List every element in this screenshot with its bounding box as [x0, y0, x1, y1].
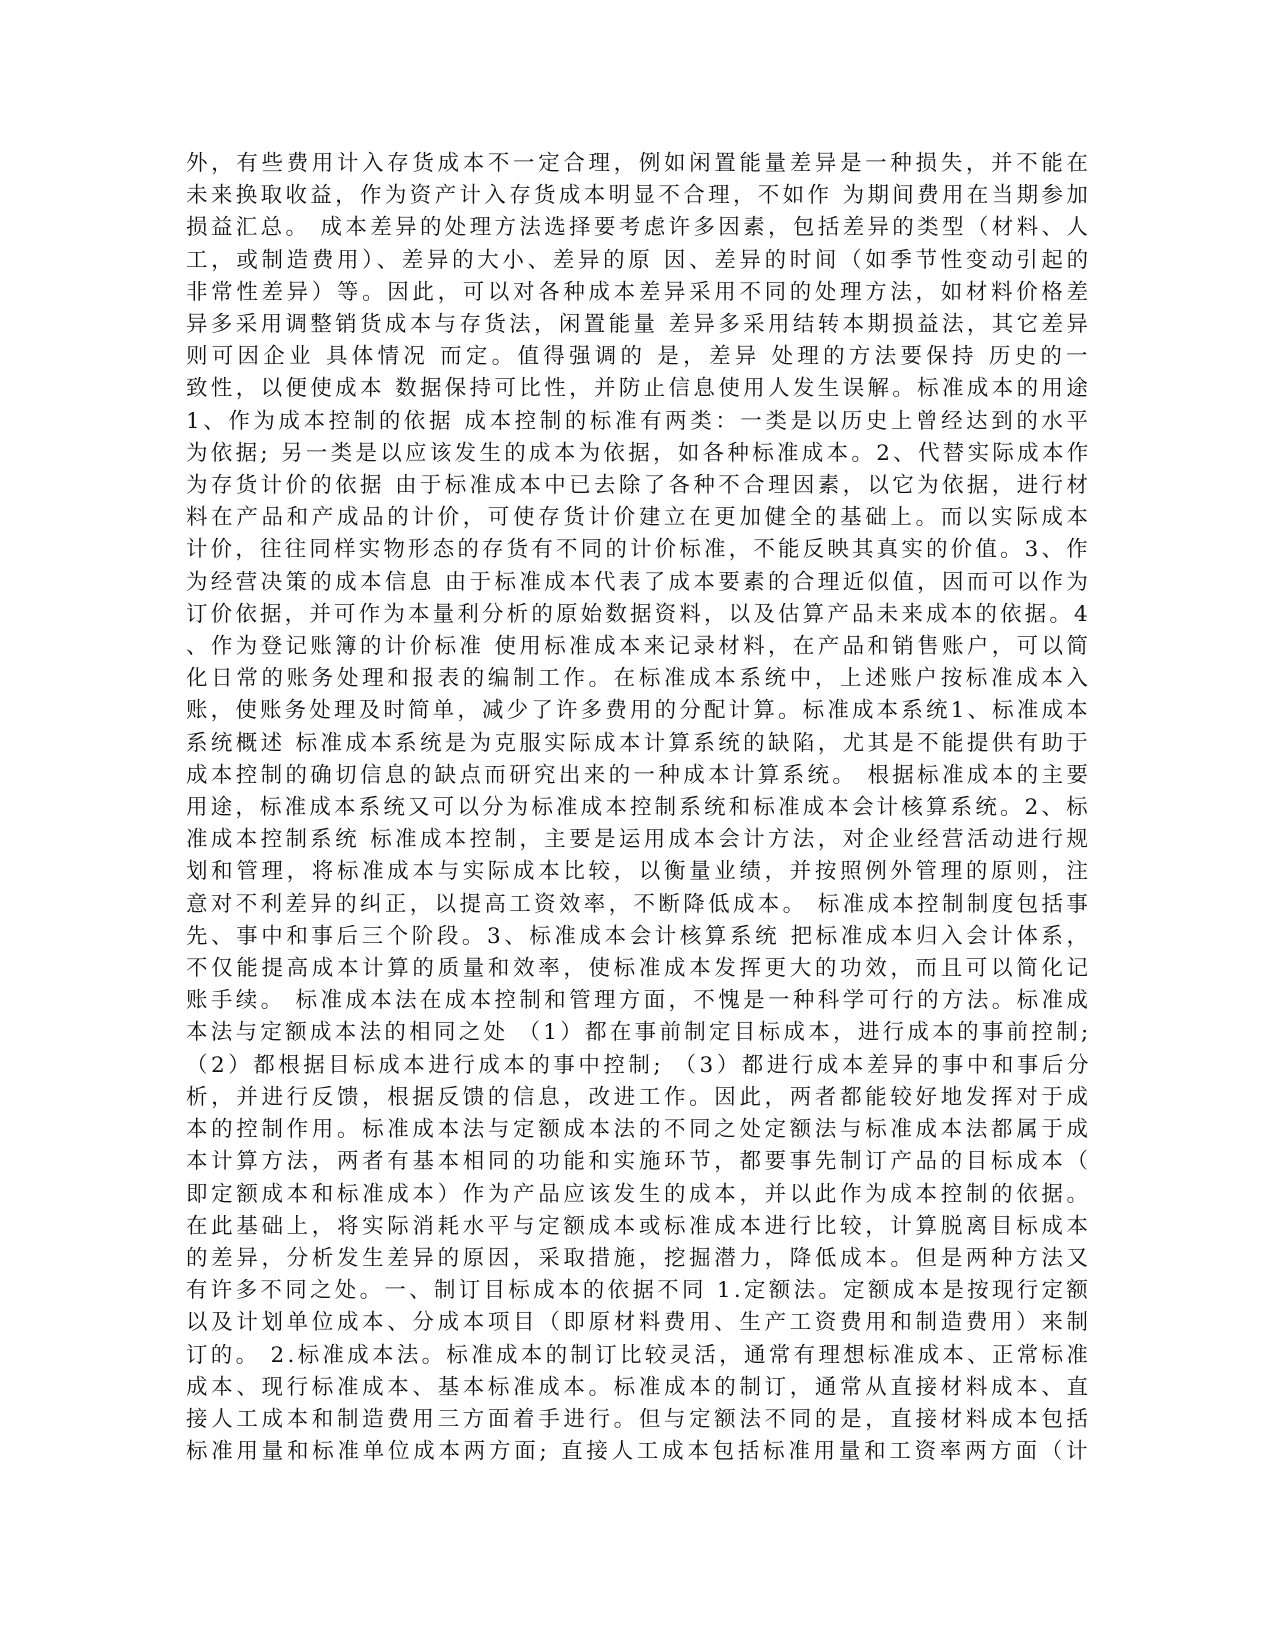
text-line: 化日常的账务处理和报表的编制工作。在标准成本系统中，上述账户按标准成本入: [186, 666, 1092, 692]
text-line: 划和管理，将标准成本与实际成本比较，以衡量业绩，并按照例外管理的原则，注: [186, 859, 1092, 885]
text-line: 意对不利差异的纠正，以提高工资效率，不断降低成本。 标准成本控制制度包括事: [186, 891, 1092, 917]
text-line: 用途，标准成本系统又可以分为标准成本控制系统和标准成本会计核算系统。2、标: [186, 795, 1091, 821]
text-line: 本计算方法，两者有基本相同的功能和实施环节，都要事先制订产品的目标成本（: [186, 1149, 1092, 1175]
text-line: 有许多不同之处。一、制订目标成本的依据不同 1.定额法。定额成本是按现行定额: [186, 1278, 1092, 1304]
text-line: （2）都根据目标成本进行成本的事中控制; （3）都进行成本差异的事中和事后分: [186, 1052, 1092, 1078]
text-line: 即定额成本和标准成本）作为产品应该发生的成本，并以此作为成本控制的依据。: [186, 1181, 1092, 1207]
text-line: 非常性差异）等。因此，可以对各种成本差异采用不同的处理方法，如材料价格差: [186, 279, 1092, 305]
text-line: 异多采用调整销货成本与存货法，闲置能量 差异多采用结转本期损益法，其它差异: [186, 312, 1092, 338]
text-line: 账，使账务处理及时简单，减少了许多费用的分配计算。标准成本系统1、标准成本: [186, 698, 1091, 724]
text-line: 订价依据，并可作为本量利分析的原始数据资料，以及估算产品未来成本的依据。4: [186, 601, 1091, 627]
text-line: 计价，往往同样实物形态的存货有不同的计价标准，不能反映其真实的价值。3、作: [186, 537, 1091, 563]
text-line: 账手续。 标准成本法在成本控制和管理方面，不愧是一种科学可行的方法。标准成: [186, 988, 1092, 1014]
text-line: 为经营决策的成本信息 由于标准成本代表了成本要素的合理近似值，因而可以作为: [186, 569, 1092, 595]
text-line: 成本、现行标准成本、基本标准成本。标准成本的制订，通常从直接材料成本、直: [186, 1374, 1092, 1400]
text-line: 成本控制的确切信息的缺点而研究出来的一种成本计算系统。 根据标准成本的主要: [186, 762, 1092, 788]
text-line: 订的。 2.标准成本法。标准成本的制订比较灵活，通常有理想标准成本、正常标准: [186, 1342, 1092, 1368]
text-line: 料在产品和产成品的计价，可使存货计价建立在更加健全的基础上。而以实际成本: [186, 505, 1092, 531]
text-line: 未来换取收益，作为资产计入存货成本明显不合理，不如作 为期间费用在当期参加: [186, 183, 1092, 209]
text-line: 标准用量和标准单位成本两方面; 直接人工成本包括标准用量和工资率两方面（计: [186, 1439, 1092, 1465]
body-text: [186, 148, 1092, 1468]
text-line: 不仅能提高成本计算的质量和效率，使标准成本发挥更大的功效，而且可以简化记: [186, 956, 1092, 982]
text-line: 接人工成本和制造费用三方面着手进行。但与定额法不同的是，直接材料成本包括: [186, 1406, 1092, 1432]
text-line: 在此基础上，将实际消耗水平与定额成本或标准成本进行比较，计算脱离目标成本: [186, 1213, 1092, 1239]
text-line: 的差异，分析发生差异的原因，采取措施，挖掘潜力，降低成本。但是两种方法又: [186, 1245, 1092, 1271]
text-line: 则可因企业 具体情况 而定。值得强调的 是，差异 处理的方法要保持 历史的一: [186, 344, 1092, 370]
text-line: 本法与定额成本法的相同之处 （1）都在事前制定目标成本，进行成本的事前控制;: [186, 1020, 1092, 1046]
text-line: 损益汇总。 成本差异的处理方法选择要考虑许多因素，包括差异的类型（材料、人: [186, 215, 1092, 241]
text-line: 工，或制造费用）、差异的大小、差异的原 因、差异的时间（如季节性变动引起的: [186, 247, 1092, 273]
text-line: 析，并进行反馈，根据反馈的信息，改进工作。因此，两者都能较好地发挥对于成: [186, 1084, 1092, 1110]
text-line: 1、作为成本控制的依据 成本控制的标准有两类：一类是以历史上曾经达到的水平: [186, 408, 1092, 434]
text-line: 先、事中和事后三个阶段。3、标准成本会计核算系统 把标准成本归入会计体系，: [186, 923, 1092, 949]
text-line: 准成本控制系统 标准成本控制，主要是运用成本会计方法，对企业经营活动进行规: [186, 827, 1092, 853]
text-line: 外，有些费用计入存货成本不一定合理，例如闲置能量差异是一种损失，并不能在: [186, 151, 1092, 176]
text-line: 为依据; 另一类是以应该发生的成本为依据，如各种标准成本。2、代替实际成本作: [186, 440, 1092, 466]
text-line: 为存货计价的依据 由于标准成本中已去除了各种不合理因素，以它为依据，进行材: [186, 473, 1092, 499]
text-line: 以及计划单位成本、分成本项目（即原材料费用、生产工资费用和制造费用）来制: [186, 1310, 1092, 1336]
text-line: 系统概述 标准成本系统是为克服实际成本计算系统的缺陷，尤其是不能提供有助于: [186, 730, 1092, 756]
text-line: 本的控制作用。标准成本法与定额成本法的不同之处定额法与标准成本法都属于成: [186, 1117, 1092, 1143]
text-line: 、作为登记账簿的计价标准 使用标准成本来记录材料，在产品和销售账户，可以简: [186, 634, 1092, 660]
text-line: 致性，以便使成本 数据保持可比性，并防止信息使用人发生误解。标准成本的用途: [186, 376, 1092, 402]
